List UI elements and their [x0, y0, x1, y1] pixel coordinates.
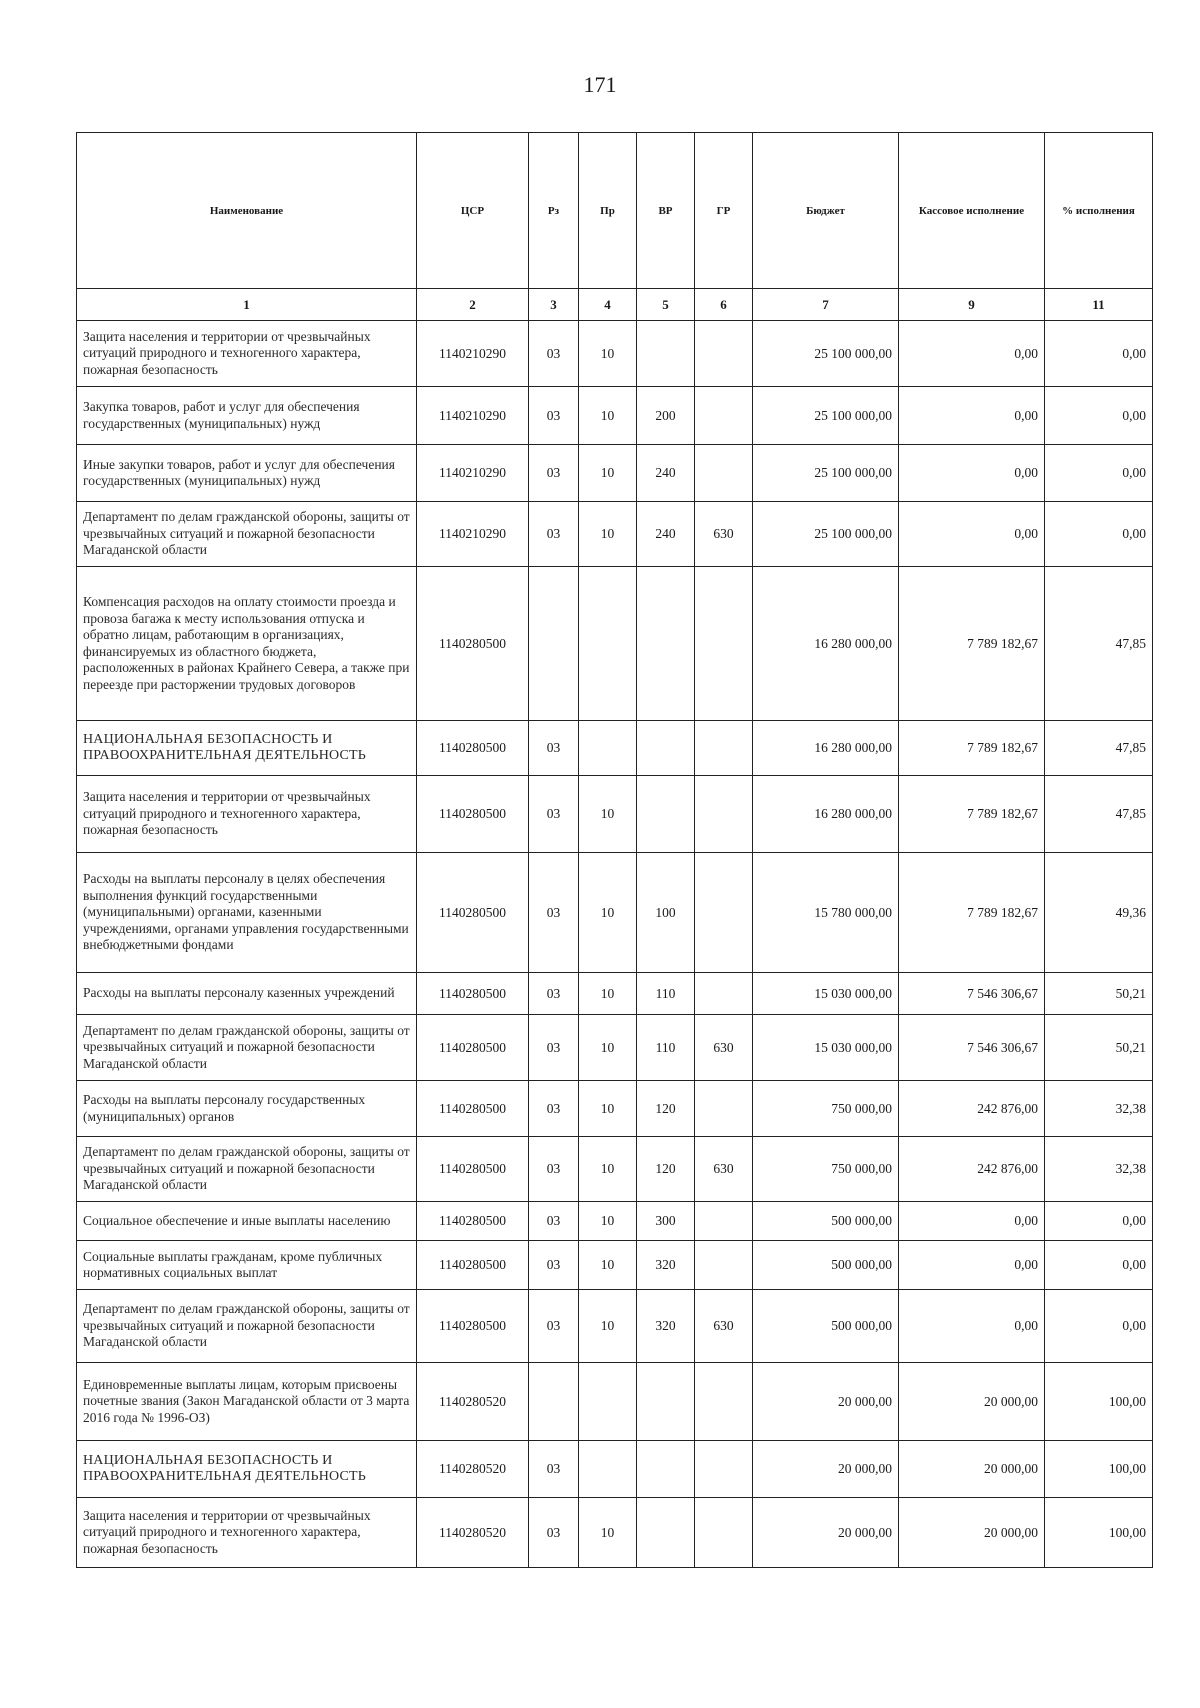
row-gr: [695, 387, 753, 445]
row-gr: 630: [695, 1290, 753, 1363]
row-csr: 1140280520: [417, 1498, 529, 1568]
row-kassa: 7 789 182,67: [899, 567, 1045, 721]
row-gr: [695, 1498, 753, 1568]
row-vr: 200: [637, 387, 695, 445]
row-budget: 25 100 000,00: [753, 387, 899, 445]
row-gr: [695, 853, 753, 973]
row-vr: 120: [637, 1081, 695, 1137]
row-csr: 1140280500: [417, 1137, 529, 1202]
table-row: [77, 321, 1153, 387]
row-kassa: 7 546 306,67: [899, 973, 1045, 1015]
row-csr: 1140280500: [417, 1015, 529, 1081]
row-csr: 1140210290: [417, 445, 529, 502]
row-name: Социальные выплаты гражданам, кроме публичных нормативных социальных выплат: [77, 1241, 417, 1290]
row-vr: [637, 1498, 695, 1568]
row-kassa: 0,00: [899, 321, 1045, 387]
row-name: Закупка товаров, работ и услуг для обеспечения государственных (муниципальных) нужд: [77, 387, 417, 445]
row-name: Расходы на выплаты персоналу казенных учреждений: [77, 973, 417, 1015]
row-vr: 320: [637, 1290, 695, 1363]
row-rz: 03: [529, 1441, 579, 1498]
row-budget: 750 000,00: [753, 1081, 899, 1137]
row-name: Расходы на выплаты персоналу государственных (муниципальных) органов: [77, 1081, 417, 1137]
row-name: Защита населения и территории от чрезвычайных ситуаций природного и техногенного характера, пожарная безопасность: [77, 1498, 417, 1568]
row-name: Расходы на выплаты персоналу в целях обеспечения выполнения функций государственными (муниципальными) органами, казенными учреждениями, органами управления государственными внебюджетными фондами: [77, 853, 417, 973]
row-kassa: 0,00: [899, 1290, 1045, 1363]
column-number-row: [77, 289, 1153, 321]
row-rz: 03: [529, 1290, 579, 1363]
row-pr: 10: [579, 1290, 637, 1363]
row-gr: [695, 721, 753, 776]
column-number: 1: [77, 289, 417, 321]
row-gr: 630: [695, 502, 753, 567]
row-rz: 03: [529, 1015, 579, 1081]
row-csr: 1140280500: [417, 721, 529, 776]
table-row: [77, 776, 1153, 853]
row-vr: 240: [637, 502, 695, 567]
row-kassa: 242 876,00: [899, 1137, 1045, 1202]
table-row: [77, 973, 1153, 1015]
row-kassa: 0,00: [899, 445, 1045, 502]
header-pct: % исполнения: [1045, 133, 1153, 289]
row-gr: 630: [695, 1137, 753, 1202]
row-pr: 10: [579, 973, 637, 1015]
table-row: [77, 1081, 1153, 1137]
table-row: [77, 1498, 1153, 1568]
row-budget: 25 100 000,00: [753, 445, 899, 502]
row-gr: [695, 321, 753, 387]
row-pr: 10: [579, 853, 637, 973]
row-pr: [579, 1363, 637, 1441]
table-row: [77, 387, 1153, 445]
row-rz: 03: [529, 1137, 579, 1202]
row-pct: 100,00: [1045, 1441, 1153, 1498]
row-csr: 1140280520: [417, 1441, 529, 1498]
header-kassa: Кассовое исполнение: [899, 133, 1045, 289]
row-budget: 16 280 000,00: [753, 721, 899, 776]
row-pr: 10: [579, 502, 637, 567]
row-budget: 500 000,00: [753, 1202, 899, 1241]
header-rz: Рз: [529, 133, 579, 289]
row-rz: 03: [529, 1241, 579, 1290]
row-kassa: 0,00: [899, 1202, 1045, 1241]
row-rz: 03: [529, 973, 579, 1015]
row-csr: 1140280500: [417, 853, 529, 973]
row-csr: 1140210290: [417, 387, 529, 445]
row-kassa: 0,00: [899, 1241, 1045, 1290]
row-pr: 10: [579, 321, 637, 387]
row-budget: 15 780 000,00: [753, 853, 899, 973]
table-row: [77, 853, 1153, 973]
row-pct: 0,00: [1045, 502, 1153, 567]
row-csr: 1140280500: [417, 973, 529, 1015]
column-number: 2: [417, 289, 529, 321]
row-rz: 03: [529, 1081, 579, 1137]
row-budget: 25 100 000,00: [753, 502, 899, 567]
row-pr: 10: [579, 1137, 637, 1202]
row-budget: 15 030 000,00: [753, 973, 899, 1015]
page-number: [0, 72, 1200, 98]
row-gr: 630: [695, 1015, 753, 1081]
row-csr: 1140210290: [417, 321, 529, 387]
row-name: Защита населения и территории от чрезвычайных ситуаций природного и техногенного характера, пожарная безопасность: [77, 776, 417, 853]
table-row: [77, 1363, 1153, 1441]
page-number-text: 171: [583, 72, 617, 97]
row-gr: [695, 1241, 753, 1290]
row-kassa: 20 000,00: [899, 1363, 1045, 1441]
column-number: 5: [637, 289, 695, 321]
row-pr: 10: [579, 1202, 637, 1241]
row-rz: 03: [529, 721, 579, 776]
row-pct: 0,00: [1045, 387, 1153, 445]
row-vr: 110: [637, 973, 695, 1015]
row-vr: [637, 721, 695, 776]
row-kassa: 7 789 182,67: [899, 853, 1045, 973]
row-budget: 20 000,00: [753, 1363, 899, 1441]
row-pct: 50,21: [1045, 973, 1153, 1015]
row-vr: 110: [637, 1015, 695, 1081]
row-gr: [695, 1081, 753, 1137]
header-gr: ГР: [695, 133, 753, 289]
table-row: [77, 502, 1153, 567]
row-kassa: 20 000,00: [899, 1441, 1045, 1498]
row-budget: 16 280 000,00: [753, 567, 899, 721]
row-budget: 25 100 000,00: [753, 321, 899, 387]
row-vr: 240: [637, 445, 695, 502]
row-rz: 03: [529, 853, 579, 973]
row-pct: 0,00: [1045, 321, 1153, 387]
column-number: 4: [579, 289, 637, 321]
column-number: 7: [753, 289, 899, 321]
row-kassa: 242 876,00: [899, 1081, 1045, 1137]
row-budget: 15 030 000,00: [753, 1015, 899, 1081]
row-rz: 03: [529, 502, 579, 567]
row-name: Департамент по делам гражданской обороны, защиты от чрезвычайных ситуаций и пожарной безопасности Магаданской области: [77, 502, 417, 567]
row-gr: [695, 776, 753, 853]
row-csr: 1140280500: [417, 776, 529, 853]
header-csr: ЦСР: [417, 133, 529, 289]
table-row: [77, 1290, 1153, 1363]
row-rz: 03: [529, 1498, 579, 1568]
row-budget: 20 000,00: [753, 1498, 899, 1568]
row-name: Социальное обеспечение и иные выплаты населению: [77, 1202, 417, 1241]
row-pct: 50,21: [1045, 1015, 1153, 1081]
row-pct: 49,36: [1045, 853, 1153, 973]
row-budget: 500 000,00: [753, 1290, 899, 1363]
row-kassa: 7 789 182,67: [899, 721, 1045, 776]
row-vr: [637, 1441, 695, 1498]
row-pr: 10: [579, 776, 637, 853]
row-pr: [579, 567, 637, 721]
header-pr: Пр: [579, 133, 637, 289]
row-rz: 03: [529, 1202, 579, 1241]
row-pct: 100,00: [1045, 1363, 1153, 1441]
row-name: Иные закупки товаров, работ и услуг для обеспечения государственных (муниципальных) нужд: [77, 445, 417, 502]
row-name: Компенсация расходов на оплату стоимости проезда и провоза багажа к месту использования отпуска и обратно лицам, работающим в организациях, финансируемых из областного бюджета, расположенных в районах Крайнего Севера, а также при переезде при расторжении трудовых договоров: [77, 567, 417, 721]
row-rz: 03: [529, 321, 579, 387]
row-pr: [579, 721, 637, 776]
column-number: 6: [695, 289, 753, 321]
column-number: 3: [529, 289, 579, 321]
row-pr: 10: [579, 1015, 637, 1081]
table-row: [77, 1441, 1153, 1498]
row-gr: [695, 1441, 753, 1498]
row-rz: [529, 567, 579, 721]
row-pct: 32,38: [1045, 1137, 1153, 1202]
row-pct: 0,00: [1045, 1290, 1153, 1363]
row-rz: 03: [529, 445, 579, 502]
row-budget: 500 000,00: [753, 1241, 899, 1290]
row-vr: 320: [637, 1241, 695, 1290]
row-name: Защита населения и территории от чрезвычайных ситуаций природного и техногенного характера, пожарная безопасность: [77, 321, 417, 387]
table-row: [77, 1202, 1153, 1241]
table-row: [77, 721, 1153, 776]
table-row: [77, 1015, 1153, 1081]
row-pr: 10: [579, 1081, 637, 1137]
row-name: Единовременные выплаты лицам, которым присвоены почетные звания (Закон Магаданской области от 3 марта 2016 года № 1996-ОЗ): [77, 1363, 417, 1441]
row-kassa: 0,00: [899, 502, 1045, 567]
budget-table: [76, 132, 1153, 1568]
row-csr: 1140280500: [417, 1290, 529, 1363]
row-kassa: 7 789 182,67: [899, 776, 1045, 853]
row-gr: [695, 445, 753, 502]
table-row: [77, 567, 1153, 721]
row-budget: 750 000,00: [753, 1137, 899, 1202]
table-row: [77, 1137, 1153, 1202]
row-csr: 1140280500: [417, 1081, 529, 1137]
row-csr: 1140210290: [417, 502, 529, 567]
row-kassa: 7 546 306,67: [899, 1015, 1045, 1081]
row-vr: 100: [637, 853, 695, 973]
row-gr: [695, 1363, 753, 1441]
table-row: [77, 445, 1153, 502]
header-row: [77, 133, 1153, 289]
row-vr: [637, 1363, 695, 1441]
row-csr: 1140280500: [417, 1241, 529, 1290]
row-csr: 1140280500: [417, 567, 529, 721]
table-row: [77, 1241, 1153, 1290]
row-pr: 10: [579, 1498, 637, 1568]
row-name: НАЦИОНАЛЬНАЯ БЕЗОПАСНОСТЬ И ПРАВООХРАНИТЕЛЬНАЯ ДЕЯТЕЛЬНОСТЬ: [77, 721, 417, 776]
row-vr: [637, 776, 695, 853]
row-kassa: 20 000,00: [899, 1498, 1045, 1568]
header-budget: Бюджет: [753, 133, 899, 289]
row-vr: [637, 321, 695, 387]
row-pr: 10: [579, 445, 637, 502]
row-pr: [579, 1441, 637, 1498]
row-gr: [695, 1202, 753, 1241]
row-pct: 47,85: [1045, 776, 1153, 853]
row-vr: 120: [637, 1137, 695, 1202]
row-kassa: 0,00: [899, 387, 1045, 445]
row-name: НАЦИОНАЛЬНАЯ БЕЗОПАСНОСТЬ И ПРАВООХРАНИТЕЛЬНАЯ ДЕЯТЕЛЬНОСТЬ: [77, 1441, 417, 1498]
row-pr: 10: [579, 387, 637, 445]
row-csr: 1140280520: [417, 1363, 529, 1441]
row-rz: 03: [529, 387, 579, 445]
column-number: 9: [899, 289, 1045, 321]
row-pct: 32,38: [1045, 1081, 1153, 1137]
row-budget: 20 000,00: [753, 1441, 899, 1498]
row-gr: [695, 567, 753, 721]
row-pr: 10: [579, 1241, 637, 1290]
row-csr: 1140280500: [417, 1202, 529, 1241]
header-name: Наименование: [77, 133, 417, 289]
row-name: Департамент по делам гражданской обороны, защиты от чрезвычайных ситуаций и пожарной безопасности Магаданской области: [77, 1137, 417, 1202]
row-budget: 16 280 000,00: [753, 776, 899, 853]
row-pct: 0,00: [1045, 1202, 1153, 1241]
header-vr: ВР: [637, 133, 695, 289]
row-name: Департамент по делам гражданской обороны, защиты от чрезвычайных ситуаций и пожарной безопасности Магаданской области: [77, 1015, 417, 1081]
row-rz: [529, 1363, 579, 1441]
column-number: 11: [1045, 289, 1153, 321]
row-vr: 300: [637, 1202, 695, 1241]
row-vr: [637, 567, 695, 721]
row-name: Департамент по делам гражданской обороны, защиты от чрезвычайных ситуаций и пожарной безопасности Магаданской области: [77, 1290, 417, 1363]
row-pct: 0,00: [1045, 445, 1153, 502]
row-pct: 100,00: [1045, 1498, 1153, 1568]
row-gr: [695, 973, 753, 1015]
row-pct: 0,00: [1045, 1241, 1153, 1290]
row-pct: 47,85: [1045, 567, 1153, 721]
row-rz: 03: [529, 776, 579, 853]
row-pct: 47,85: [1045, 721, 1153, 776]
